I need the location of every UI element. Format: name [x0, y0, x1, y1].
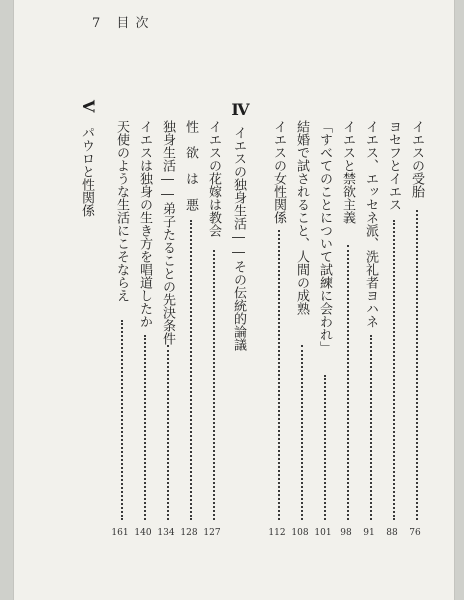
page-header — [92, 12, 160, 31]
section-iv-numeral: Ⅳ — [231, 100, 250, 119]
toc-entry-title: イエスの花嫁は教会 — [206, 120, 221, 237]
toc-page-number: 134 — [157, 528, 175, 538]
toc-page-number: 108 — [291, 528, 309, 538]
toc-entry-title: 独身生活――弟子たることの先決条件 — [160, 120, 175, 345]
toc-page-number: 98 — [340, 528, 352, 538]
toc-entry-title: 結婚で試されること、人間の成熟 — [294, 120, 309, 315]
leader-dots — [324, 375, 328, 520]
section-iv-title: イエスの独身生活――その伝統的論議 — [231, 126, 246, 351]
toc-page-number: 161 — [111, 528, 129, 538]
toc-entry-title: イエス、エッセネ派、洗礼者ヨハネ — [363, 120, 378, 328]
book-page — [14, 0, 454, 600]
toc-page-number: 140 — [134, 528, 152, 538]
toc-entry-title: 天使のような生活にこそならえ — [114, 120, 129, 302]
leader-dots — [370, 335, 374, 520]
toc-entry-title: イエスは独身の生き方を唱道したか — [137, 120, 152, 328]
leader-dots — [213, 250, 217, 520]
leader-dots — [347, 245, 351, 520]
header-title: 目 次 — [116, 16, 150, 31]
toc-page-number: 91 — [363, 528, 375, 538]
toc-entry-title: 「すべてのことについて試練に会われ」 — [317, 120, 332, 354]
toc-entry-title: イエスと禁欲主義 — [340, 120, 355, 224]
toc-page-number: 88 — [386, 528, 398, 538]
leader-dots — [393, 220, 397, 520]
toc-page-number: 112 — [268, 528, 286, 538]
toc-entry-title: ヨセフとイエス — [386, 120, 401, 211]
toc-page-number: 76 — [409, 528, 421, 538]
leader-dots — [144, 335, 148, 520]
section-v-title: パウロと性関係 — [79, 126, 94, 217]
section-v-numeral: V — [79, 100, 98, 113]
header-page-number: 7 — [92, 16, 102, 31]
toc-page-number: 128 — [180, 528, 198, 538]
toc-page-number: 127 — [203, 528, 221, 538]
leader-dots — [278, 230, 282, 520]
leader-dots — [121, 320, 125, 520]
leader-dots — [416, 210, 420, 520]
toc-entry-title: 性 欲 は 悪 — [183, 120, 198, 211]
toc-page-number: 101 — [314, 528, 332, 538]
toc-entry-title: イエスの受胎 — [409, 120, 424, 198]
leader-dots — [190, 220, 194, 520]
toc-entry-title: イエスの女性関係 — [271, 120, 286, 224]
leader-dots — [301, 345, 305, 520]
leader-dots — [167, 345, 171, 520]
